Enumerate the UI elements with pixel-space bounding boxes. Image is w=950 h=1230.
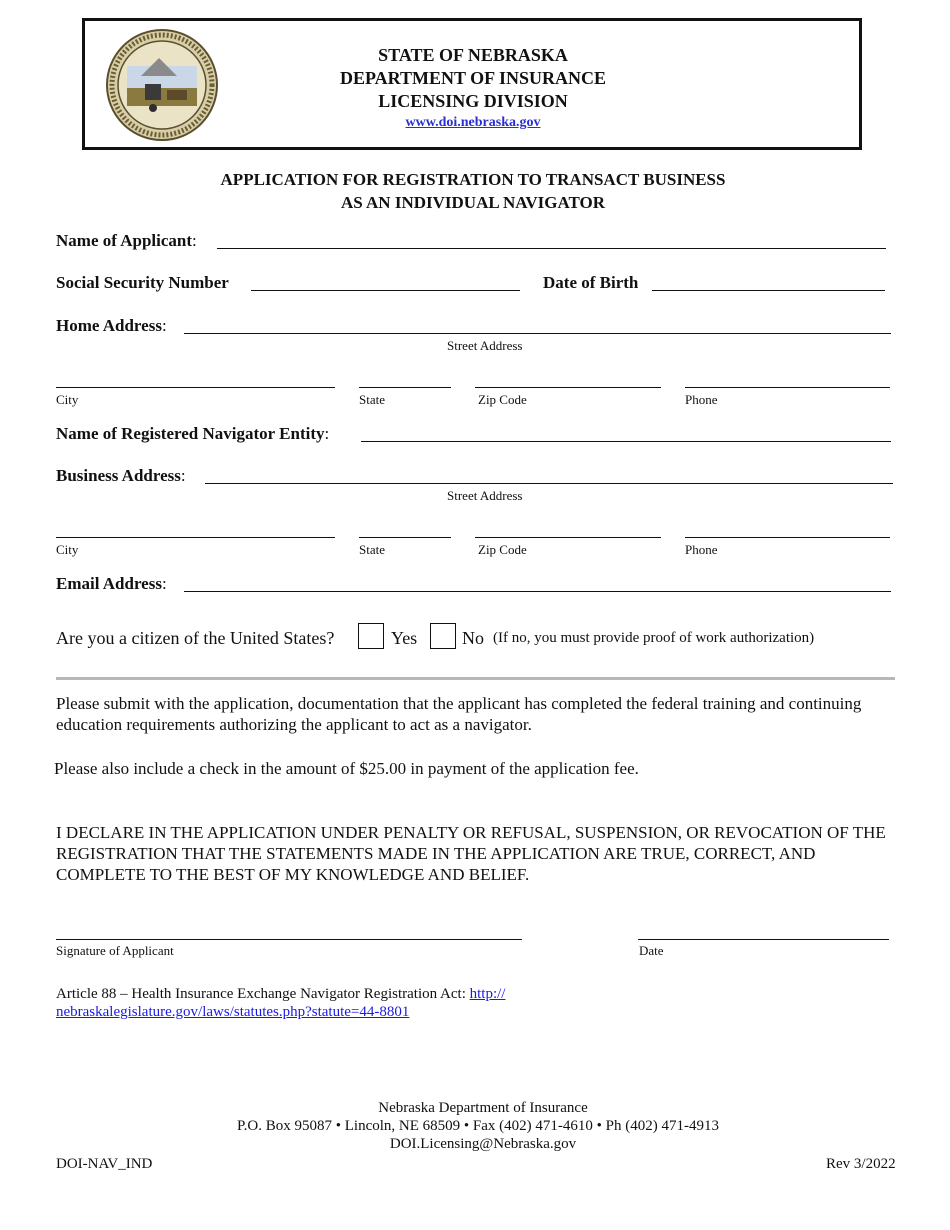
home-city-line[interactable]	[56, 387, 335, 388]
signature-label: Signature of Applicant	[56, 943, 174, 958]
home-street-sublabel: Street Address	[447, 338, 523, 353]
business-state-line[interactable]	[359, 537, 451, 538]
email-address-label: Email Address	[56, 574, 162, 593]
home-zip-line[interactable]	[475, 387, 661, 388]
footer-email: DOI.Licensing@Nebraska.gov	[389, 1136, 577, 1152]
email-address-field	[56, 574, 167, 594]
article-text: Article 88 – Health Insurance Exchange Navigator Registration Act:	[56, 986, 470, 1002]
state-seal-icon	[105, 28, 219, 142]
home-city-sublabel: City	[56, 392, 79, 407]
business-zip-line[interactable]	[475, 537, 661, 538]
form-id: DOI-NAV_IND	[56, 1156, 153, 1172]
header-state: STATE OF NEBRASKA	[378, 45, 568, 65]
home-phone-sublabel: Phone	[685, 392, 718, 407]
colon: :	[324, 424, 330, 443]
colon: :	[180, 466, 186, 485]
email-address-line[interactable]	[184, 591, 891, 592]
date-line[interactable]	[638, 939, 889, 940]
ssn-line[interactable]	[251, 290, 520, 291]
citizen-no-label: No	[462, 628, 484, 648]
business-address-label: Business Address	[56, 466, 181, 485]
instructions-paragraph-1: Please submit with the application, documentation that the applicant has completed the federal training and continuing education requirements authorizing the applicant to act as a navigator.	[56, 694, 862, 734]
navigator-entity-field	[56, 424, 329, 444]
revision-date: Rev 3/2022	[826, 1156, 896, 1172]
article-reference	[56, 985, 505, 1021]
business-city-line[interactable]	[56, 537, 335, 538]
footer-org: Nebraska Department of Insurance	[378, 1100, 588, 1116]
home-street-line[interactable]	[184, 333, 891, 334]
name-of-applicant-line[interactable]	[217, 248, 886, 249]
business-phone-sublabel: Phone	[685, 542, 718, 557]
colon: :	[161, 574, 167, 593]
home-address-field	[56, 316, 167, 336]
instructions-paragraph-2: Please also include a check in the amount of $25.00 in payment of the application fee.	[54, 759, 639, 778]
home-phone-line[interactable]	[685, 387, 890, 388]
business-phone-line[interactable]	[685, 537, 890, 538]
navigator-entity-label: Name of Registered Navigator Entity	[56, 424, 325, 443]
citizen-question: Are you a citizen of the United States?	[56, 628, 335, 648]
statute-link-part1[interactable]: http://	[469, 986, 506, 1002]
section-divider	[56, 677, 895, 680]
signature-line[interactable]	[56, 939, 522, 940]
name-of-applicant-field	[56, 231, 197, 251]
business-street-sublabel: Street Address	[447, 488, 523, 503]
header-department: DEPARTMENT OF INSURANCE	[339, 68, 607, 88]
form-title-line1: APPLICATION FOR REGISTRATION TO TRANSACT BUSINESS	[220, 170, 726, 189]
statute-link-part2[interactable]: nebraskalegislature.gov/laws/statutes.php?statute=44-8801	[56, 1004, 410, 1020]
citizen-yes-label: Yes	[391, 628, 418, 648]
home-address-label: Home Address	[56, 316, 162, 335]
navigator-entity-line[interactable]	[361, 441, 891, 442]
business-street-line[interactable]	[205, 483, 893, 484]
form-title-line2: AS AN INDIVIDUAL NAVIGATOR	[340, 193, 606, 212]
signature-date-label: Date	[639, 943, 664, 958]
home-state-line[interactable]	[359, 387, 451, 388]
citizen-yes-checkbox[interactable]	[358, 623, 384, 649]
ssn-label: Social Security Number	[56, 273, 229, 292]
declaration-text: I DECLARE IN THE APPLICATION UNDER PENALTY OR REFUSAL, SUSPENSION, OR REVOCATION OF THE REGISTRATION THAT THE STATEMENTS MADE IN THE APPLICATION ARE TRUE, CORRECT, AND COMPLETE TO THE BEST OF MY KNOWLEDGE AND BELIEF.	[56, 823, 886, 884]
colon: :	[161, 316, 167, 335]
header-division: LICENSING DIVISION	[378, 91, 568, 111]
business-address-field	[56, 466, 186, 486]
footer-address: P.O. Box 95087 • Lincoln, NE 68509 • Fax (402) 471-4610 • Ph (402) 471-4913	[237, 1118, 719, 1134]
name-of-applicant-label: Name of Applicant	[56, 231, 192, 250]
citizen-no-checkbox[interactable]	[430, 623, 456, 649]
home-zip-sublabel: Zip Code	[478, 392, 527, 407]
header-website-link[interactable]: www.doi.nebraska.gov	[405, 115, 541, 130]
business-state-sublabel: State	[359, 542, 385, 557]
dob-label: Date of Birth	[543, 273, 639, 292]
dob-line[interactable]	[652, 290, 885, 291]
colon: :	[192, 231, 197, 250]
business-city-sublabel: City	[56, 542, 79, 557]
home-state-sublabel: State	[359, 392, 385, 407]
business-zip-sublabel: Zip Code	[478, 542, 527, 557]
citizen-note: (If no, you must provide proof of work authorization)	[493, 630, 815, 646]
